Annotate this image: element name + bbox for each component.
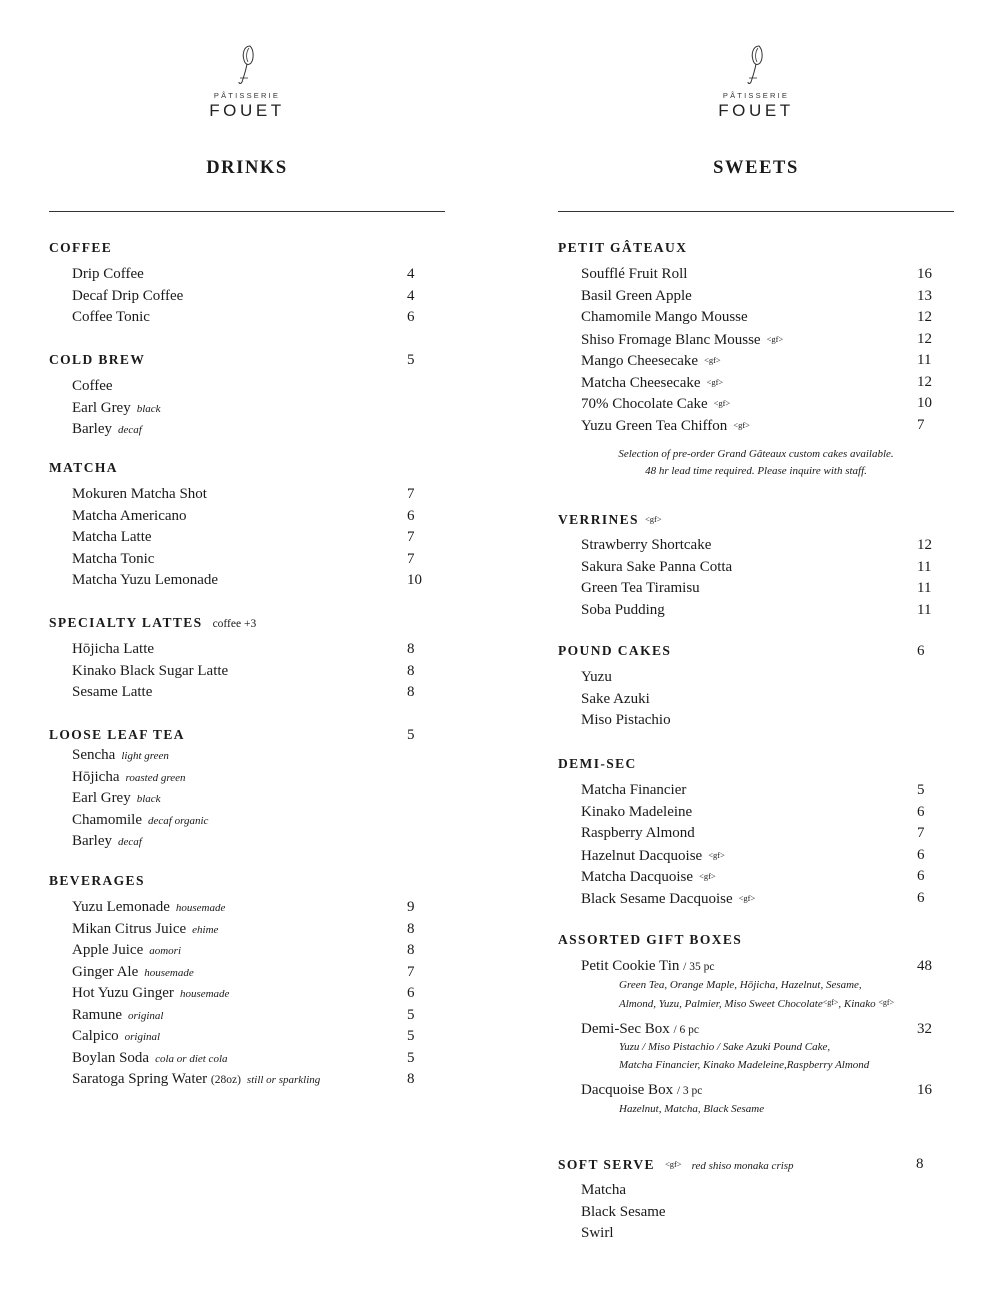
gluten-free-tag: <gf> [733, 419, 750, 430]
brand-logo [49, 44, 445, 121]
item-name: Barley [72, 833, 112, 849]
item-name: Matcha [581, 1182, 626, 1198]
pound-cakes-section [558, 641, 954, 732]
item-name: Chamomile Mango Mousse [581, 309, 748, 325]
item-name: Basil Green Apple [581, 287, 692, 304]
item-price: 12 [917, 537, 932, 553]
section-price: 6 [917, 643, 925, 659]
menu-item [49, 831, 445, 853]
item-price: 13 [917, 287, 932, 304]
item-name: Saratoga Spring Water [72, 1071, 208, 1087]
menu-item [558, 845, 954, 867]
whisk-icon [743, 44, 769, 86]
item-price: 9 [407, 899, 415, 915]
menu-item [49, 897, 445, 919]
soft-serve-section [558, 1154, 954, 1245]
custom-cake-note [558, 446, 954, 480]
item-size: (28oz) [210, 1074, 241, 1086]
item-price: 7 [407, 550, 415, 567]
divider [558, 211, 954, 212]
menu-item [558, 329, 954, 351]
item-price: 11 [917, 601, 932, 618]
specialty-lattes-section [49, 613, 445, 704]
menu-item [49, 307, 445, 329]
item-name: Soba Pudding [581, 601, 665, 618]
item-price: 7 [917, 825, 925, 841]
item-name: Matcha Financier [581, 782, 687, 798]
item-name: Green Tea Tiramisu [581, 580, 700, 596]
item-note: cola or diet cola [155, 1052, 228, 1065]
item-price: 5 [407, 1049, 415, 1066]
item-note: housemade [179, 988, 230, 1000]
item-price: 6 [917, 889, 925, 906]
item-price: 7 [407, 963, 415, 980]
brand-patisserie: PÂTISSERIE [722, 91, 790, 100]
contents-line: Green Tea, Orange Maple, Hōjicha, Hazelnut, Sesame, [619, 978, 862, 991]
gluten-free-tag: <gf> [738, 892, 756, 903]
item-note: ehime [192, 923, 219, 936]
section-heading: DEMI-SEC [558, 756, 637, 771]
contents-line: Hazelnut, Matcha, Black Sesame [619, 1102, 765, 1115]
item-size: / 3 pc [676, 1085, 703, 1097]
box-contents [558, 1100, 954, 1118]
item-price: 6 [407, 985, 415, 1001]
item-note: black [136, 402, 161, 415]
item-price: 8 [407, 684, 415, 700]
menu-item [49, 398, 445, 420]
item-price: 11 [917, 558, 932, 575]
beverages-section [49, 871, 445, 1091]
item-name: Yuzu Green Tea Chiffon [581, 417, 728, 434]
gluten-free-tag: <gf> [878, 997, 895, 1007]
menu-item [49, 1026, 445, 1048]
gluten-free-tag: <gf> [644, 514, 662, 524]
brand-patisserie: PÂTISSERIE [213, 91, 281, 100]
gift-boxes-section [558, 930, 954, 1124]
item-name: Earl Grey [72, 399, 131, 416]
box-contents [558, 976, 954, 1013]
item-name: Drip Coffee [72, 266, 144, 282]
section-title: POUND CAKES [558, 643, 672, 658]
item-price: 12 [917, 330, 932, 347]
gluten-free-tag: <gf> [706, 376, 724, 387]
item-price: 5 [407, 1006, 415, 1023]
item-name: Demi-Sec Box [581, 1020, 670, 1037]
item-name: Matcha Americano [72, 507, 187, 524]
menu-item [49, 919, 445, 941]
menu-item [558, 393, 954, 415]
divider [49, 211, 445, 212]
item-note: light green [121, 750, 169, 762]
menu-item [49, 962, 445, 984]
item-price: 5 [407, 1028, 415, 1044]
item-name: Shiso Fromage Blanc Mousse [581, 331, 761, 348]
item-name: Matcha Tonic [72, 550, 155, 567]
gift-box-demi-sec [558, 1019, 954, 1075]
item-price: 6 [917, 803, 925, 820]
item-name: Swirl [581, 1225, 614, 1241]
item-name: Mango Cheesecake [581, 353, 699, 369]
item-price: 16 [917, 266, 932, 282]
item-name: Chamomile [72, 811, 142, 828]
item-name: Kinako Black Sugar Latte [72, 662, 229, 679]
item-price: 8 [407, 1071, 415, 1087]
item-name: Dacquoise Box [581, 1082, 674, 1098]
item-price: 16 [917, 1082, 932, 1098]
menu-item [558, 689, 954, 711]
item-price: 10 [407, 572, 422, 588]
gluten-free-tag: <gf> [708, 849, 725, 860]
item-name: Sencha [72, 747, 116, 763]
petit-gateaux-section [558, 238, 954, 480]
item-name: Strawberry Shortcake [581, 537, 712, 553]
item-name: Calpico [72, 1028, 119, 1044]
gift-box-petit-cookie [558, 956, 954, 1013]
section-price: 5 [407, 727, 415, 743]
contents-line: Matcha Financier, Kinako Madeleine,Raspberry Almond [619, 1059, 870, 1071]
item-name: Sesame Latte [72, 684, 153, 700]
item-price: 6 [407, 507, 415, 524]
item-price: 48 [917, 958, 932, 974]
section-heading: MATCHA [49, 460, 118, 475]
menu-item [558, 264, 954, 286]
menu-item [49, 484, 445, 506]
note-line: Selection of pre-order Grand Gâteaux custom cakes available. [618, 448, 894, 460]
section-heading: PETIT GÂTEAUX [558, 240, 688, 255]
menu-item [558, 710, 954, 732]
section-note: red shiso monaka crisp [691, 1160, 794, 1172]
note-line: 48 hr lead time required. Please inquire with staff. [645, 465, 867, 477]
item-name: Matcha Yuzu Lemonade [72, 572, 219, 588]
menu-item [558, 1202, 954, 1224]
section-title: COLD BREW [49, 352, 146, 367]
item-note: black [136, 793, 161, 805]
item-name: Miso Pistachio [581, 712, 671, 728]
menu-item [49, 286, 445, 308]
section-price: 5 [407, 352, 415, 368]
item-name: Barley [72, 421, 112, 437]
menu-item [49, 983, 445, 1005]
gluten-free-tag: <gf> [699, 871, 716, 881]
item-name: Black Sesame Dacquoise [581, 890, 733, 907]
item-price: 4 [407, 266, 415, 282]
section-title: VERRINES [558, 512, 639, 527]
menu-item [558, 1080, 954, 1102]
item-name: Ginger Ale [72, 963, 139, 980]
item-price: 11 [917, 352, 932, 368]
contents-line: Yuzu / Miso Pistachio / Sake Azuki Pound Cake, [619, 1041, 831, 1053]
item-name: 70% Chocolate Cake [581, 396, 708, 412]
item-name: Decaf Drip Coffee [72, 287, 184, 304]
menu-item [49, 788, 445, 810]
menu-item [49, 810, 445, 832]
menu-item [49, 1048, 445, 1070]
brand-name: FOUET [718, 101, 794, 120]
menu-item [558, 600, 954, 622]
item-name: Petit Cookie Tin [581, 958, 680, 974]
menu-item [558, 415, 954, 437]
menu-item [558, 372, 954, 394]
menu-item [558, 535, 954, 557]
menu-item [49, 940, 445, 962]
menu-item [49, 745, 445, 767]
contents-text: Almond, Yuzu, Palmier, Miso Sweet Chocolate [619, 997, 823, 1010]
menu-item [49, 639, 445, 661]
menu-item [558, 1180, 954, 1202]
menu-item [558, 307, 954, 329]
menu-item [558, 888, 954, 910]
item-note: aomori [149, 945, 182, 957]
section-title: SOFT SERVE [558, 1157, 655, 1172]
item-price: 8 [407, 942, 415, 958]
section-title: SPECIALTY LATTES [49, 615, 203, 630]
box-contents [558, 1038, 954, 1074]
item-note: housemade [175, 902, 226, 914]
item-price: 12 [917, 373, 932, 390]
item-name: Hōjicha [72, 768, 120, 785]
item-name: Ramune [72, 1006, 122, 1023]
menu-item [49, 419, 445, 441]
menu-item [49, 767, 445, 789]
item-note: decaf organic [148, 814, 209, 827]
section-heading [49, 613, 445, 633]
item-note: original [128, 1009, 164, 1022]
item-price: 10 [917, 395, 932, 411]
section-price: 8 [916, 1156, 924, 1172]
contents-text: , Kinako [838, 997, 876, 1010]
menu-item [49, 549, 445, 571]
section-heading [49, 350, 445, 370]
contents-line [619, 994, 954, 1013]
item-size: / 6 pc [673, 1023, 700, 1036]
menu-item [558, 1223, 954, 1245]
loose-leaf-tea-section [49, 725, 445, 853]
gluten-free-tag: <gf> [766, 333, 784, 344]
menu-item [558, 866, 954, 888]
menu-item [49, 527, 445, 549]
section-heading: ASSORTED GIFT BOXES [558, 932, 743, 947]
menu-item [558, 802, 954, 824]
item-price: 8 [407, 920, 415, 937]
section-heading [558, 509, 954, 529]
coffee-section [49, 238, 445, 329]
section-title: LOOSE LEAF TEA [49, 727, 185, 742]
item-name: Sakura Sake Panna Cotta [581, 558, 733, 575]
matcha-section [49, 458, 445, 592]
item-name: Boylan Soda [72, 1049, 150, 1066]
menu-item [558, 823, 954, 845]
gluten-free-tag: <gf> [664, 1159, 682, 1169]
menu-item [49, 682, 445, 704]
demi-sec-section [558, 754, 954, 909]
gluten-free-tag: <gf> [713, 398, 731, 408]
menu-item [49, 1069, 445, 1091]
section-note: coffee +3 [212, 618, 257, 630]
item-price: 8 [407, 662, 415, 679]
item-name: Apple Juice [72, 942, 144, 958]
menu-item [558, 286, 954, 308]
item-name: Hōjicha Latte [72, 641, 155, 657]
brand-logo [558, 44, 954, 121]
menu-item [49, 264, 445, 286]
item-note: decaf [117, 836, 142, 848]
whisk-icon [234, 44, 260, 86]
item-price: 7 [917, 416, 925, 433]
item-price: 11 [917, 580, 932, 596]
item-price: 7 [407, 529, 415, 545]
menu-item [558, 557, 954, 579]
sweets-title: SWEETS [713, 158, 799, 178]
item-price: 12 [917, 309, 932, 325]
section-heading [558, 1154, 954, 1174]
item-name: Sake Azuki [581, 690, 650, 707]
item-name: Coffee [72, 378, 113, 394]
item-name: Mikan Citrus Juice [72, 920, 187, 937]
item-name: Matcha Cheesecake [581, 374, 701, 391]
item-name: Hot Yuzu Ginger [72, 985, 174, 1001]
item-price: 5 [917, 782, 925, 798]
item-name: Yuzu Lemonade [72, 899, 170, 915]
item-price: 6 [917, 846, 925, 863]
item-price: 6 [917, 868, 925, 884]
item-name: Matcha Latte [72, 529, 152, 545]
drinks-title: DRINKS [206, 158, 288, 178]
menu-item [558, 780, 954, 802]
menu-item [558, 350, 954, 372]
section-heading: BEVERAGES [49, 873, 145, 888]
item-note: still or sparkling [246, 1074, 321, 1086]
item-name: Earl Grey [72, 790, 131, 806]
gluten-free-tag: <gf> [704, 355, 721, 365]
menu-item [558, 578, 954, 600]
gluten-free-tag: <gf> [822, 997, 839, 1007]
menu-item [558, 956, 954, 978]
item-name: Yuzu [581, 669, 612, 685]
section-heading [49, 725, 445, 745]
menu-item [558, 1019, 954, 1041]
item-name: Mokuren Matcha Shot [72, 486, 207, 502]
item-note: decaf [117, 424, 142, 436]
menu-item [49, 1005, 445, 1027]
item-note: roasted green [125, 771, 186, 784]
item-name: Black Sesame [581, 1203, 666, 1220]
item-price: 6 [407, 309, 415, 325]
item-name: Kinako Madeleine [581, 803, 693, 820]
brand-name: FOUET [209, 101, 285, 120]
gift-box-dacquoise [558, 1080, 954, 1118]
item-size: / 35 pc [683, 961, 715, 973]
menu-item [49, 661, 445, 683]
item-price: 8 [407, 641, 415, 657]
item-price: 4 [407, 287, 415, 304]
menu-item [49, 570, 445, 592]
item-name: Soufflé Fruit Roll [581, 266, 688, 282]
verrines-section [558, 509, 954, 621]
item-note: original [124, 1031, 161, 1043]
item-name: Raspberry Almond [581, 825, 695, 841]
menu-item [49, 506, 445, 528]
section-heading [558, 641, 954, 661]
item-name: Coffee Tonic [72, 309, 150, 325]
item-note: housemade [144, 966, 194, 979]
item-price: 32 [917, 1020, 932, 1037]
item-name: Hazelnut Dacquoise [581, 847, 703, 864]
cold-brew-section [49, 350, 445, 441]
section-heading: COFFEE [49, 240, 113, 255]
item-name: Matcha Dacquoise [581, 869, 694, 885]
menu-item [49, 376, 445, 398]
item-price: 7 [407, 486, 415, 502]
menu-item [558, 667, 954, 689]
